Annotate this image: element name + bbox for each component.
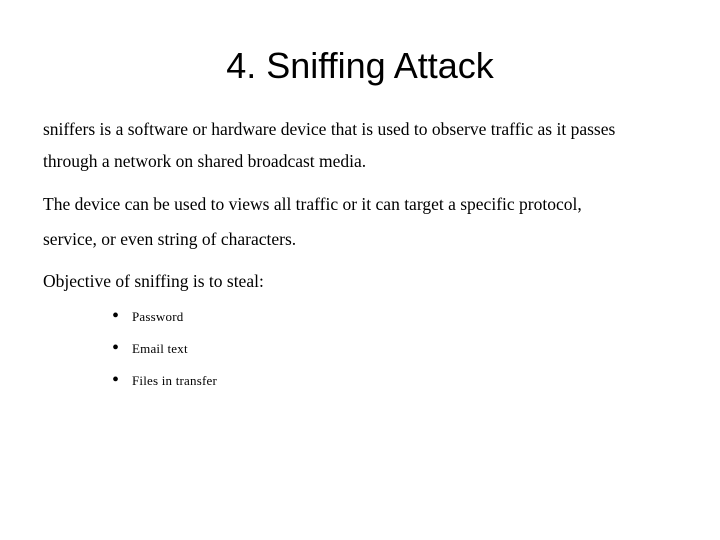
body-line-5: Objective of sniffing is to steal:: [43, 271, 264, 291]
body-line-3: The device can be used to views all traffic or it can target a specific protocol,: [43, 194, 582, 214]
body-line-1: sniffers is a software or hardware device that is used to observe traffic as it passes: [43, 119, 616, 139]
bullet-icon: •: [112, 337, 120, 359]
bullet-icon: •: [112, 369, 120, 391]
bullet-text-email: Email text: [132, 341, 188, 356]
body-line-2: through a network on shared broadcast media.: [43, 151, 367, 171]
bullet-icon: •: [112, 305, 120, 327]
bullet-text-files: Files in transfer: [132, 373, 217, 388]
slide-title: 4. Sniffing Attack: [226, 45, 494, 86]
bullet-text-password: Password: [132, 309, 184, 324]
body-line-4: service, or even string of characters.: [43, 229, 297, 249]
